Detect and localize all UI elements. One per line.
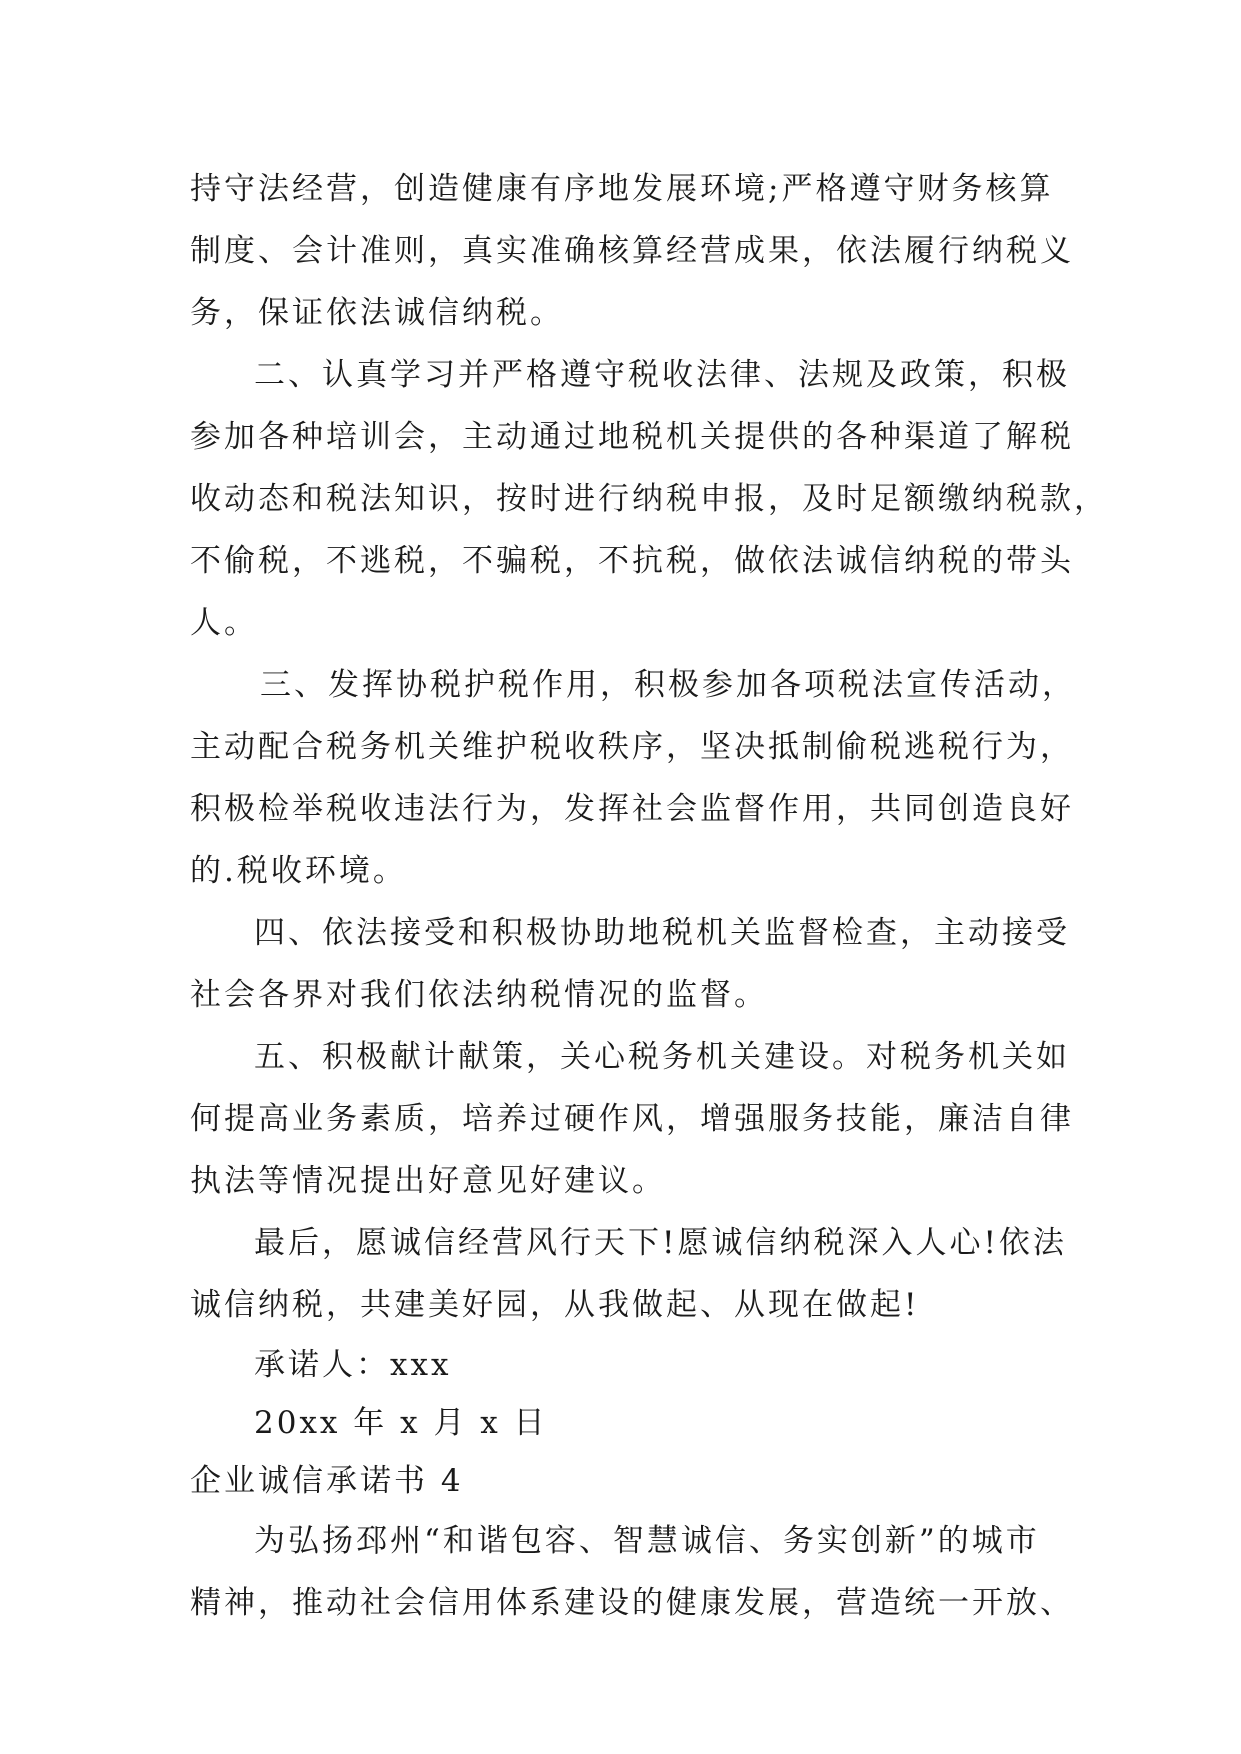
- text-line: 精神，推动社会信用体系建设的健康发展，营造统一开放、: [190, 1585, 1074, 1621]
- paragraph-2: [190, 344, 1108, 654]
- text-line: 社会各界对我们依法纳税情况的监督。: [190, 977, 768, 1013]
- text-line: 执法等情况提出好意见好建议。: [190, 1163, 666, 1199]
- paragraph-1: [190, 158, 1074, 344]
- paragraph-5: [190, 1026, 1074, 1212]
- text-line: 为弘扬邳州“和谐包容、智慧诚信、务实创新”的城市: [254, 1523, 1040, 1559]
- text-line: 的.税收环境。: [190, 853, 407, 889]
- paragraph-3: [190, 654, 1076, 902]
- text-line: 何提高业务素质，培养过硬作风，增强服务技能，廉洁自律: [190, 1101, 1074, 1137]
- paragraph-4: [190, 902, 1070, 1026]
- text-line: 主动配合税务机关维护税收秩序，坚决抵制偷税逃税行为，: [190, 729, 1074, 765]
- text-line: 四、依法接受和积极协助地税机关监督检查，主动接受: [254, 915, 1070, 951]
- text-line: 务，保证依法诚信纳税。: [190, 295, 564, 331]
- section-title: 企业诚信承诺书 4: [190, 1463, 464, 1499]
- signature-block: [190, 1336, 1070, 1452]
- paragraph-6: [190, 1510, 1074, 1634]
- date-line: 20xx 年 x 月 x 日: [254, 1405, 548, 1441]
- text-line: 积极检举税收违法行为，发挥社会监督作用，共同创造良好: [190, 791, 1074, 827]
- text-line: 三、发挥协税护税作用，积极参加各项税法宣传活动，: [260, 667, 1076, 703]
- text-line: 人。: [190, 605, 258, 641]
- text-line: 不偷税，不逃税，不骗税，不抗税，做依法诚信纳税的带头: [190, 543, 1074, 579]
- text-line: 最后，愿诚信经营风行天下!愿诚信纳税深入人心!依法: [254, 1225, 1067, 1261]
- closing-paragraph: [190, 1212, 1070, 1336]
- text-line: 二、认真学习并严格遵守税收法律、法规及政策，积极: [254, 357, 1070, 393]
- text-line: 五、积极献计献策，关心税务机关建设。对税务机关如: [254, 1039, 1070, 1075]
- document-body: [190, 158, 1108, 1634]
- text-line: 参加各种培训会，主动通过地税机关提供的各种渠道了解税: [190, 419, 1074, 455]
- text-line: 持守法经营，创造健康有序地发展环境;严格遵守财务核算: [190, 171, 1054, 207]
- text-line: 收动态和税法知识，按时进行纳税申报，及时足额缴纳税款，: [190, 481, 1108, 517]
- text-line: 诚信纳税，共建美好园，从我做起、从现在做起!: [190, 1287, 920, 1323]
- promisor-line: 承诺人：xxx: [254, 1347, 452, 1383]
- text-line: 制度、会计准则，真实准确核算经营成果，依法履行纳税义: [190, 233, 1074, 269]
